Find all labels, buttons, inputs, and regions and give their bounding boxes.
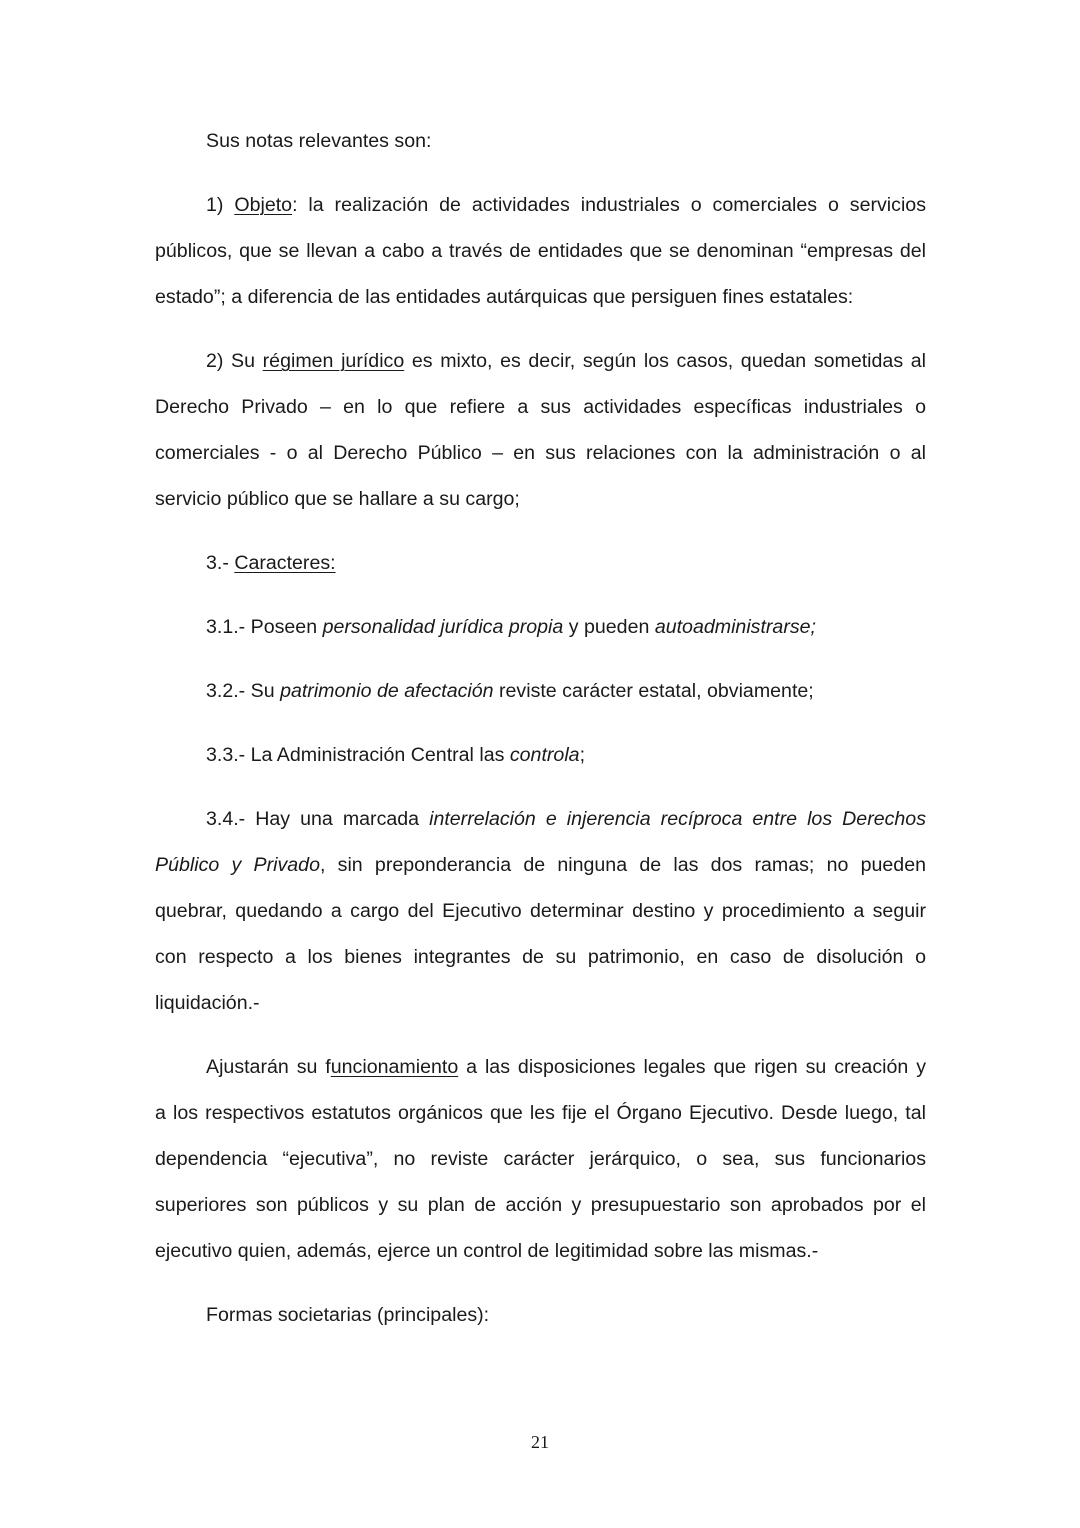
funcionamiento-label: uncionamiento (330, 1056, 459, 1078)
regimen-label: régimen jurídico (262, 350, 405, 372)
caracteres-heading: 3.- Caracteres: (206, 552, 336, 574)
caracter-3-4-line-5: liquidación.- (155, 992, 260, 1014)
caracter-3-2: 3.2.- Su patrimonio de afectación reviste carácter estatal, obviamente; (206, 680, 814, 702)
funcionamiento-line-4: superiores son públicos y su plan de acción y presupuestario son aprobados por el (155, 1194, 926, 1216)
funcionamiento-line-1: Ajustarán su funcionamiento a las disposiciones legales que rigen su creación y (206, 1056, 926, 1078)
objeto-line-1: 1) Objeto: la realización de actividades industriales o comerciales o servicios (206, 194, 926, 216)
regimen-line-1: 2) Su régimen jurídico es mixto, es decir, según los casos, quedan sometidas al (206, 350, 926, 372)
intro-paragraph: Sus notas relevantes son: (206, 130, 432, 152)
objeto-line-3: estado”; a diferencia de las entidades autárquicas que persiguen fines estatales: (155, 286, 854, 308)
objeto-line-2: públicos, que se llevan a cabo a través de entidades que se denominan “empresas del (155, 240, 926, 262)
caracter-3-1: 3.1.- Poseen personalidad jurídica propia y pueden autoadministrarse; (206, 616, 816, 638)
regimen-line-3: comerciales - o al Derecho Público – en sus relaciones con la administración o al (155, 442, 926, 464)
regimen-line-4: servicio público que se hallare a su cargo; (155, 488, 520, 510)
funcionamiento-line-5: ejecutivo quien, además, ejerce un control de legitimidad sobre las mismas.- (155, 1240, 819, 1262)
caracter-3-4-line-1: 3.4.- Hay una marcada interrelación e injerencia recíproca entre los Derechos (206, 808, 926, 830)
regimen-line-2: Derecho Privado – en lo que refiere a sus actividades específicas industriales o (155, 396, 926, 418)
page-number: 21 (531, 1432, 549, 1452)
caracter-3-4-line-4: con respecto a los bienes integrantes de su patrimonio, en caso de disolución o (155, 946, 926, 968)
objeto-label: Objeto (234, 194, 293, 216)
caracter-3-4-line-2: Público y Privado, sin preponderancia de ninguna de las dos ramas; no pueden (155, 854, 926, 876)
funcionamiento-line-3: dependencia “ejecutiva”, no reviste carácter jerárquico, o sea, sus funcionarios (155, 1148, 926, 1170)
funcionamiento-line-2: a los respectivos estatutos orgánicos que les fije el Órgano Ejecutivo. Desde luego, tal (155, 1102, 926, 1124)
caracter-3-4-line-3: quebrar, quedando a cargo del Ejecutivo determinar destino y procedimiento a seguir (155, 900, 926, 922)
caracter-3-3: 3.3.- La Administración Central las controla; (206, 744, 586, 766)
formas-heading: Formas societarias (principales): (206, 1304, 490, 1326)
